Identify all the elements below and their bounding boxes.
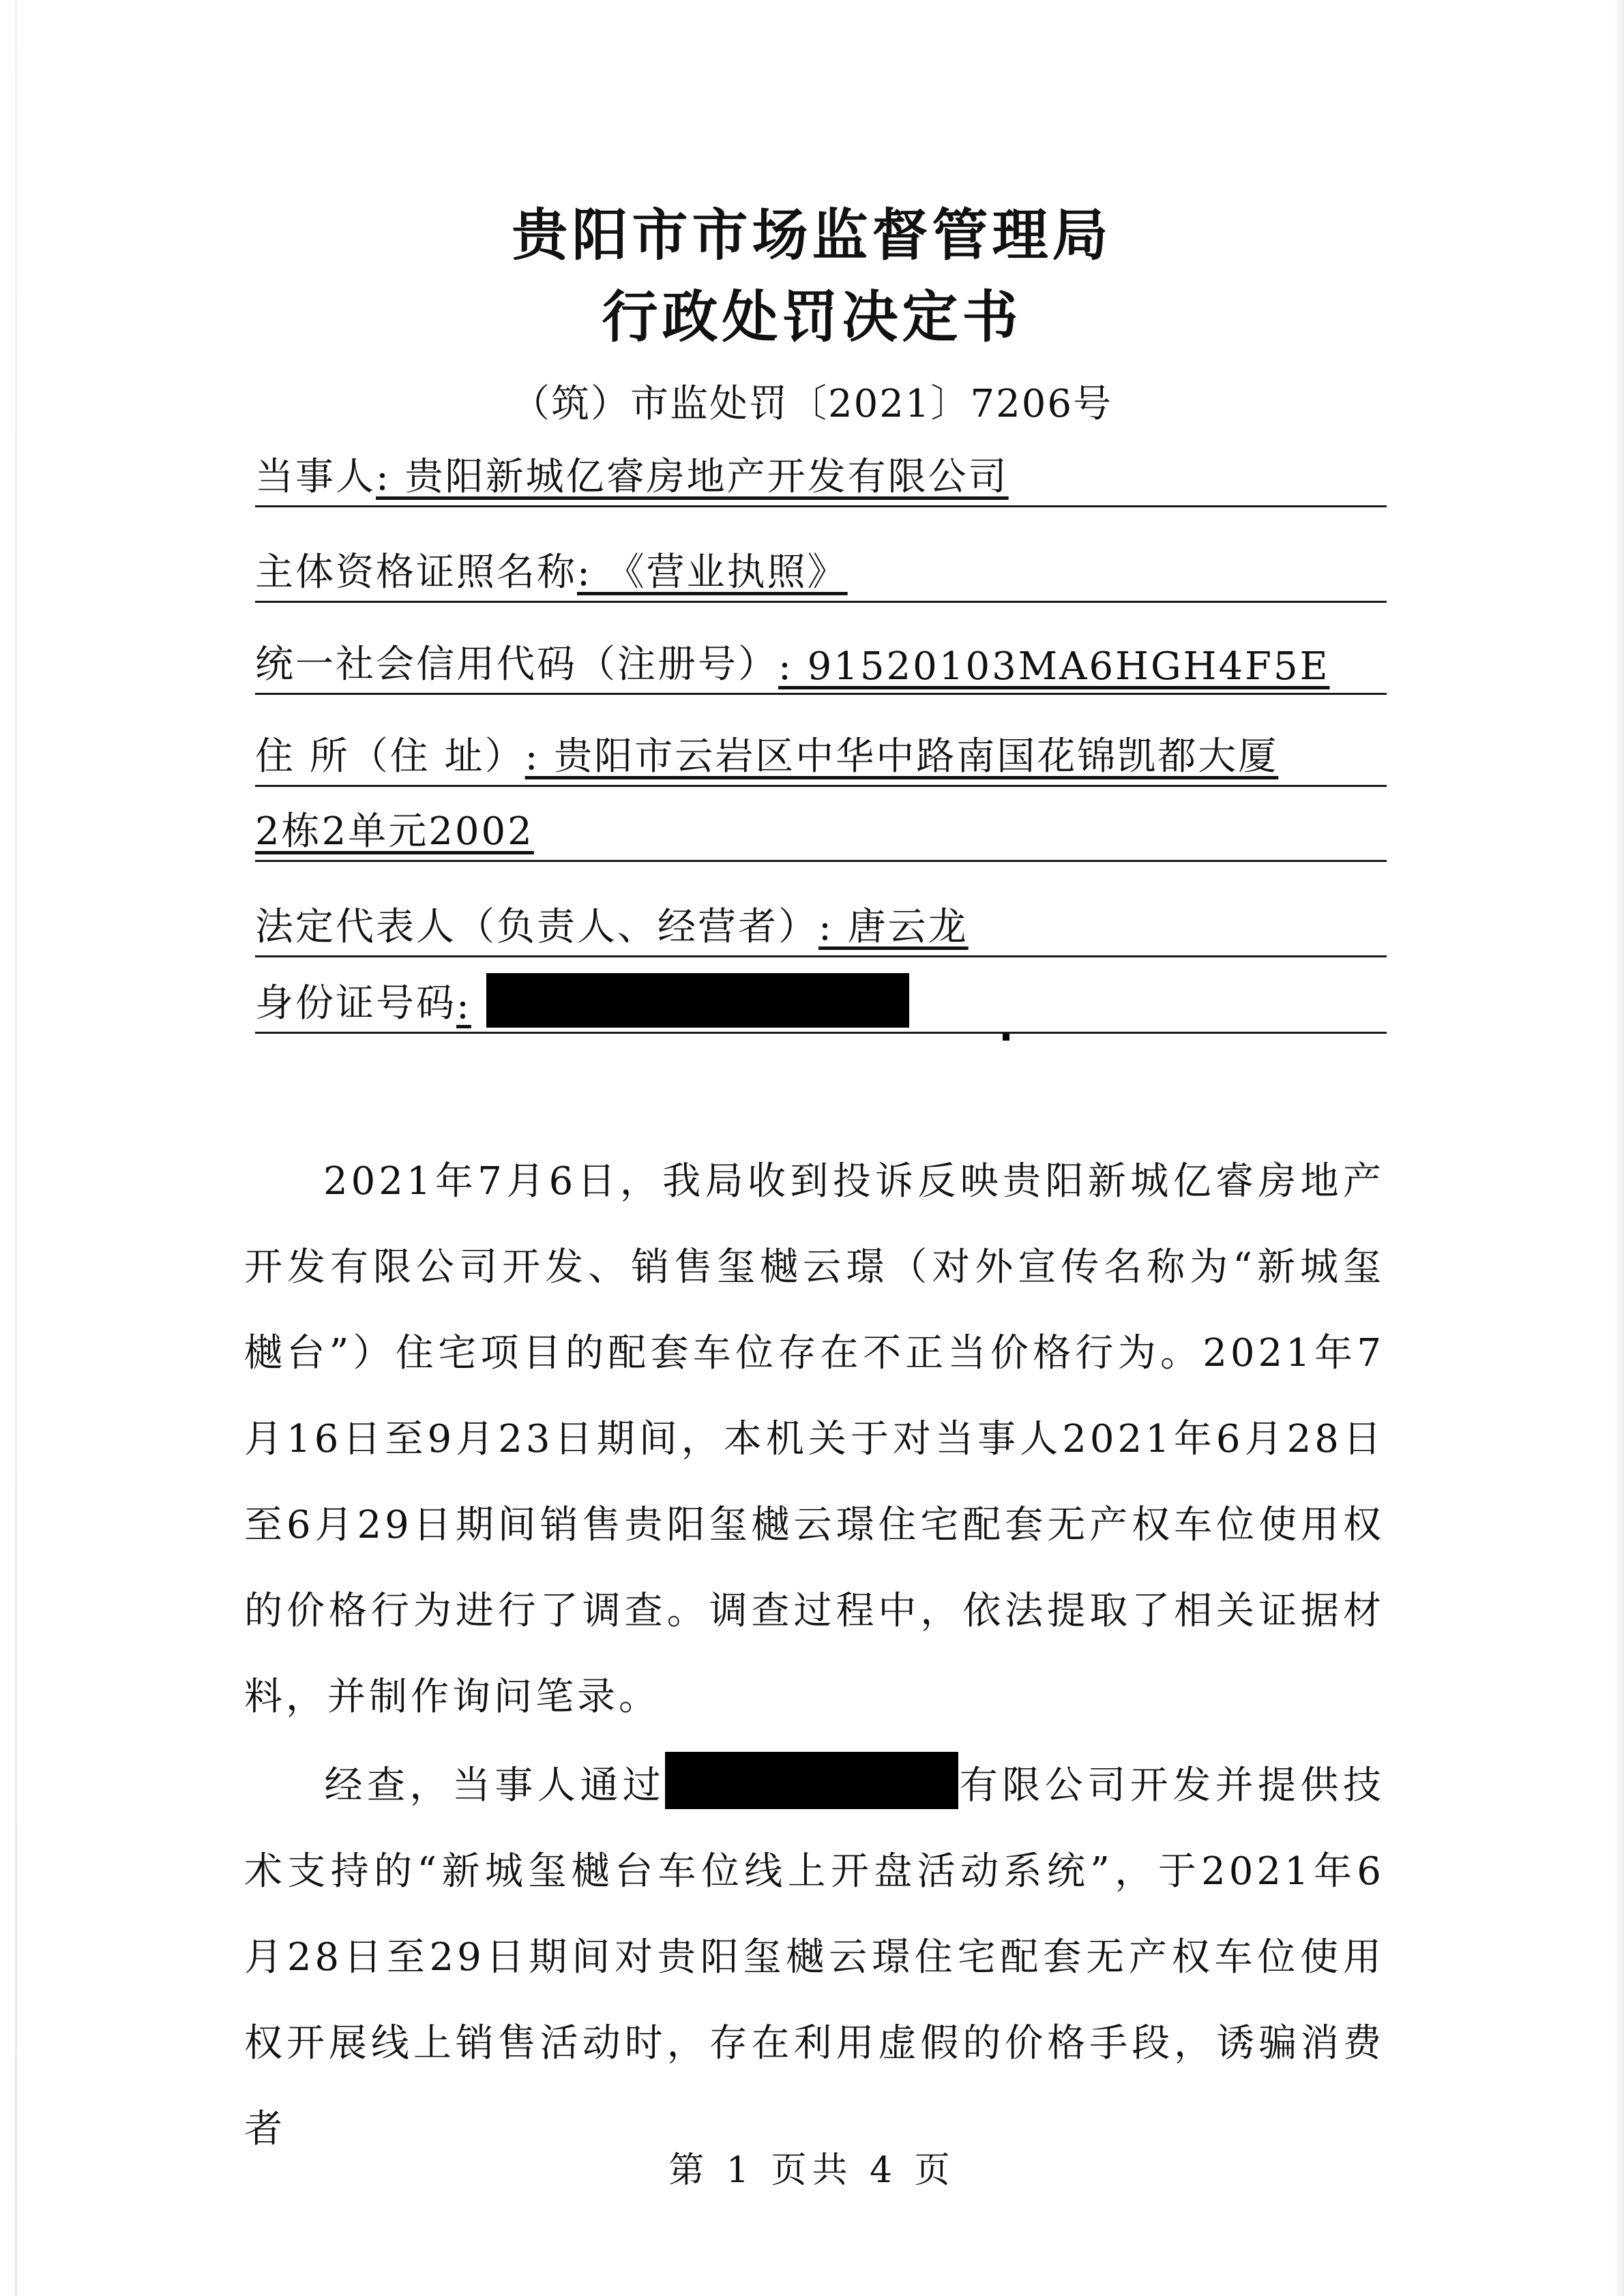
legal-rep-value: : 唐云龙 [818, 905, 969, 949]
address-label: 住 所（住 址） [255, 734, 525, 779]
body-paragraph-1 [244, 1139, 1385, 1740]
document-title: 行政处罚决定书 [602, 285, 1022, 350]
license-value: : 《营业执照》 [577, 550, 848, 595]
credit-code-row [255, 638, 1387, 695]
legal-rep-label: 法定代表人（负责人、经营者） [255, 905, 818, 949]
document-number: （筑）市监处罚〔2021〕7206号 [511, 382, 1113, 426]
body-paragraph-2 [244, 1743, 1385, 2173]
license-row [255, 546, 1387, 603]
address-row-continued [255, 805, 1387, 862]
id-number-redaction [486, 973, 909, 1028]
credit-code-value: : 91520103MA6HGH4F5E [778, 644, 1330, 689]
paragraph-2-text-after: 有限公司开发并提供技术支持的“新城玺樾台车位线上开盘活动系统”，于2021年6月28日至29日期间对贵阳玺樾云璟住宅配套无产权车位使用权开展线上销售活动时，存在利用虚假的价格手段，诱骗消费者 [244, 1763, 1385, 2151]
scan-dot [1003, 1034, 1009, 1041]
id-prefix: : [456, 983, 471, 1028]
party-row [255, 450, 1387, 507]
authority-title: 贵阳市市场监督管理局 [512, 203, 1112, 268]
page-indicator: 第 1 页共 4 页 [668, 2150, 956, 2191]
party-label: 当事人 [255, 455, 376, 499]
address-value-line2: 2栋2单元2002 [255, 809, 534, 854]
legal-rep-row [255, 900, 1387, 957]
company-name-redaction [665, 1752, 958, 1809]
license-label: 主体资格证照名称 [255, 550, 577, 595]
id-number-row [255, 976, 1387, 1034]
address-row [255, 730, 1387, 787]
id-label: 身份证号码 [255, 981, 456, 1026]
paragraph-1-text: 2021年7月6日，我局收到投诉反映贵阳新城亿睿房地产开发有限公司开发、销售玺樾云璟（对外宣传名称为“新城玺樾台”）住宅项目的配套车位存在不正当价格行为。2021年7月16日至9月23日期间，本机关于对当事人2021年6月28日至6月29日期间销售贵阳玺樾云璟住宅配套无产权车位使用权的价格行为进行了调查。调查过程中，依法提取了相关证据材料，并制作询问笔录。 [244, 1159, 1385, 1719]
address-value: : 贵阳市云岩区中华中路南国花锦凯都大厦 [525, 734, 1279, 779]
credit-code-label: 统一社会信用代码（注册号） [255, 642, 778, 687]
party-value: : 贵阳新城亿睿房地产开发有限公司 [376, 455, 1009, 499]
paragraph-2-text-before: 经查，当事人通过 [323, 1763, 666, 1808]
